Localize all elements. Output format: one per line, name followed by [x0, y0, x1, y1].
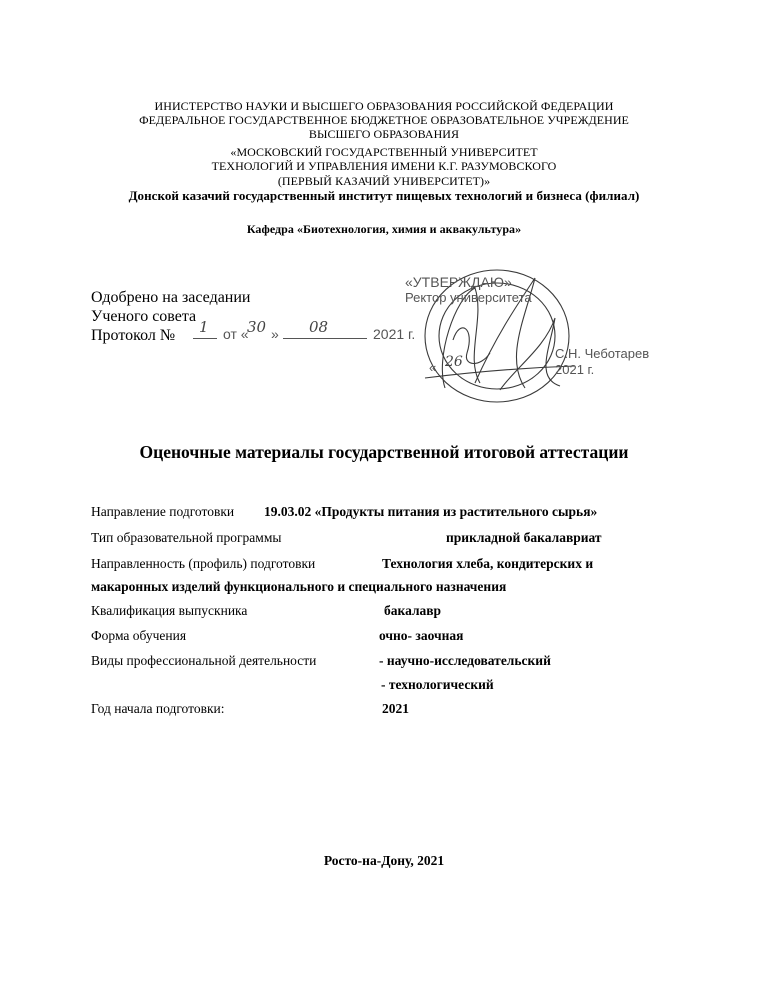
stamp-day: 26	[445, 354, 463, 370]
approval-stamp	[405, 258, 665, 408]
protocol-from: от «	[223, 326, 249, 342]
header-line-1: ИНИСТЕРСТВО НАУКИ И ВЫСШЕГО ОБРАЗОВАНИЯ РОССИЙСКОЙ ФЕДЕРАЦИИ	[154, 99, 614, 113]
field-value-profile-line-2: макаронных изделий функционального и специального назначения	[91, 579, 507, 594]
field-value-program-type: прикладной бакалавриат	[446, 530, 602, 545]
approval-line-1: Одобрено на заседании	[91, 289, 251, 306]
header-line-5: ТЕХНОЛОГИЙ И УПРАВЛЕНИЯ ИМЕНИ К.Г. РАЗУМОВСКОГО	[211, 159, 557, 173]
stamp-year: 2021 г.	[555, 362, 595, 377]
protocol-line	[91, 318, 416, 345]
protocol-label: Протокол №	[91, 327, 176, 344]
field-value-study-form: очно- заочная	[379, 628, 464, 643]
protocol-day: 30	[247, 318, 267, 336]
document-title: Оценочные материалы государственной итоговой аттестации	[139, 442, 629, 462]
protocol-number-underline	[193, 338, 217, 339]
institute-name: Донской казачий государственный институт пищевых технологий и бизнеса (филиал)	[128, 188, 640, 203]
field-label-activity-types: Виды профессиональной деятельности	[91, 653, 317, 668]
field-value-start-year: 2021	[382, 701, 409, 716]
field-value-activity-2: - технологический	[381, 677, 494, 692]
field-value-qualification: бакалавр	[384, 603, 442, 618]
stamp-signatory: С.Н. Чеботарев	[555, 346, 650, 361]
header-line-6: (ПЕРВЫЙ КАЗАЧИЙ УНИВЕРСИТЕТ)»	[277, 174, 491, 188]
department-name: Кафедра «Биотехнология, химия и аквакультура»	[246, 222, 522, 236]
header-line-3: ВЫСШЕГО ОБРАЗОВАНИЯ	[308, 127, 460, 141]
header-line-2: ФЕДЕРАЛЬНОЕ ГОСУДАРСТВЕННОЕ БЮДЖЕТНОЕ ОБРАЗОВАТЕЛЬНОЕ УЧРЕЖДЕНИЕ	[139, 113, 629, 127]
field-label-program-type: Тип образовательной программы	[91, 530, 282, 545]
field-label-qualification: Квалификация выпускника	[91, 603, 248, 618]
field-label-profile: Направленность (профиль) подготовки	[91, 556, 316, 571]
field-value-direction: 19.03.02 «Продукты питания из растительного сырья»	[264, 504, 598, 519]
field-label-start-year: Год начала подготовки:	[91, 701, 225, 716]
header-line-4: «МОСКОВСКИЙ ГОСУДАРСТВЕННЫЙ УНИВЕРСИТЕТ	[230, 145, 538, 159]
approval-line-2: Ученого совета	[91, 308, 197, 325]
protocol-year: 2021 г.	[373, 326, 416, 342]
stamp-position: Ректор университета	[405, 290, 532, 305]
field-label-direction: Направление подготовки	[91, 504, 235, 519]
field-value-activity-1: - научно-исследовательский	[379, 653, 551, 668]
approval-block	[91, 288, 416, 345]
protocol-month: 08	[309, 318, 329, 336]
stamp-date-open: «	[429, 360, 437, 375]
protocol-close-quote: »	[271, 326, 279, 342]
protocol-number: 1	[199, 318, 209, 336]
stamp-title: «УТВЕРЖДАЮ»	[405, 274, 512, 290]
field-value-profile-line-1: Технология хлеба, кондитерских и	[382, 556, 594, 571]
field-label-study-form: Форма обучения	[91, 628, 187, 643]
city-year-footer: Росто-на-Дону, 2021	[323, 853, 445, 868]
protocol-month-underline	[283, 338, 367, 339]
